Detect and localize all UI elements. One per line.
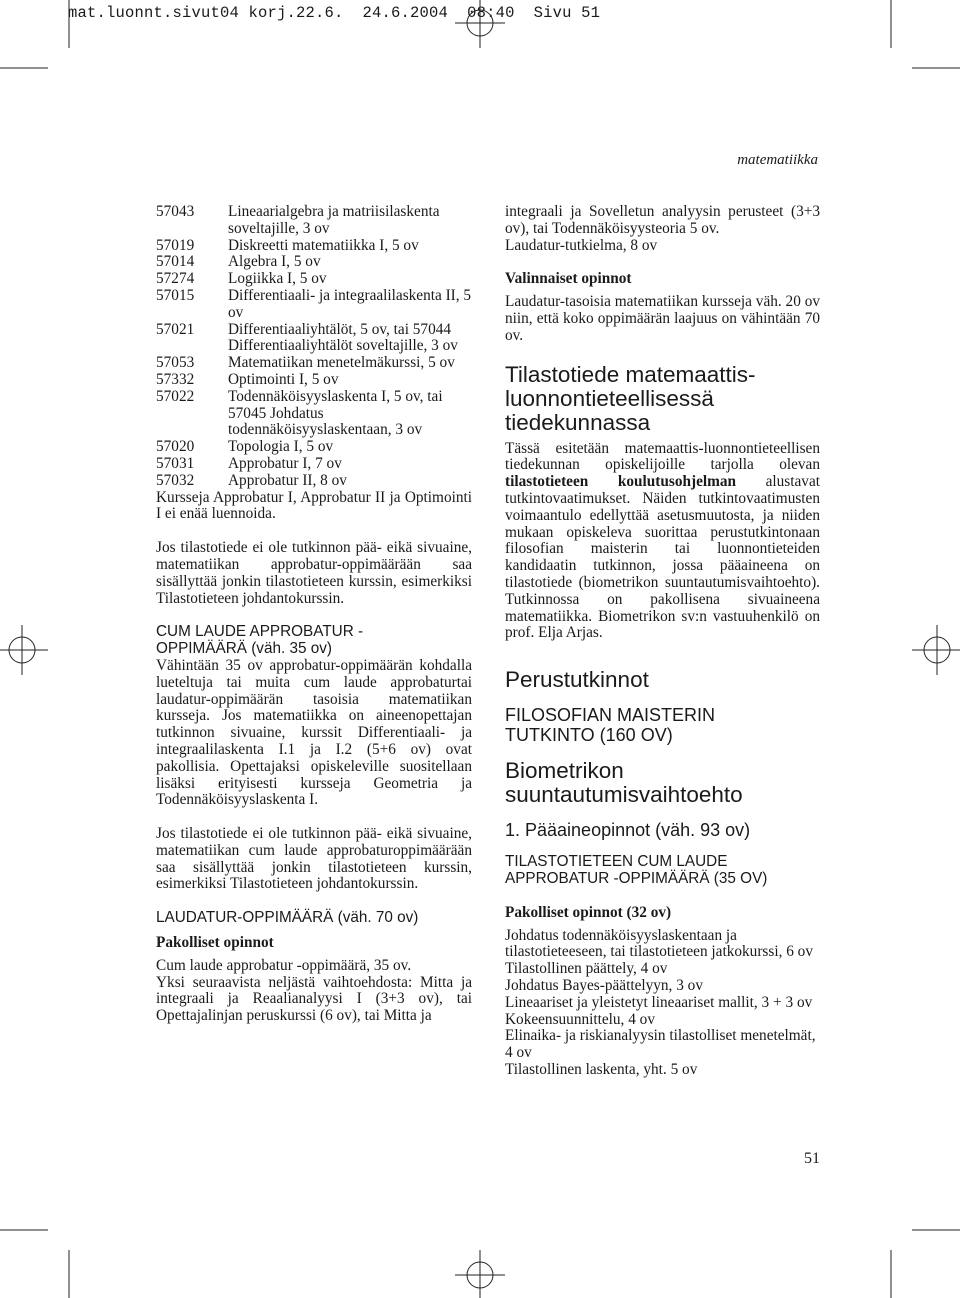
intro-text: Tässä esitetään matemaattis-luonnontieteellisen tiedekunnan opiskelijoille tarjolla olevan <box>505 439 820 474</box>
list-item: Johdatus Bayes-päättelyyn, 3 ov <box>505 976 703 994</box>
course-row <box>156 473 472 490</box>
paragraph: Yksi seuraavista neljästä vaihtoehdosta: Mitta ja integraali ja Reaalianalyysi I (3+3 ov), tai Opettajalinjan peruskurssi (6 ov), tai Mitta ja <box>156 973 472 1025</box>
course-row <box>156 439 472 456</box>
course-code: 57032 <box>156 471 195 489</box>
subheading: Pakolliset opinnot <box>156 934 274 952</box>
list-item: Kokeensuunnittelu, 4 ov <box>505 1010 655 1028</box>
course-note: Kursseja Approbatur I, Approbatur II ja Optimointi I ei enää luennoida. <box>156 488 472 523</box>
course-name: Approbatur I, 7 ov <box>228 454 342 472</box>
subheading: Pakolliset opinnot (32 ov) <box>505 903 672 921</box>
heading-line: Tilastotiede matemaattis- <box>505 361 756 387</box>
print-slug: mat.luonnt.sivut04 korj.22.6. 24.6.2004 08:40 Sivu 51 <box>68 4 601 22</box>
course-code: 57031 <box>156 454 195 472</box>
paragraph: Cum laude approbatur -oppimäärä, 35 ov. <box>156 956 412 974</box>
course-code: 57020 <box>156 438 195 456</box>
paragraph: Vähintään 35 ov approbatur-oppimäärän kohdalla lueteltuja tai muita cum laude approbaturtai laudatur-oppimäärän tasoisia matematiikan kursseja. Jos matematiikka on aineenopettajan tutkinnon sivuaine, kurssit Differentiaali- ja integraalilaskenta I.1 ja I.2 (5+6 ov) ovat pakollisia. Opettajaksi opiskeleville suositellaan lisäksi erityisesti kursseja Geometria ja Todennäköisyyslaskenta I. <box>156 656 472 809</box>
heading-line: luonnontieteellisessä <box>505 385 714 411</box>
degree-heading <box>505 705 820 745</box>
course-row <box>156 238 472 255</box>
list-item: Elinaika- ja riskianalyysin tilastolliset menetelmät, 4 ov <box>505 1027 816 1062</box>
list-item: Tilastollinen laskenta, yht. 5 ov <box>505 1060 698 1078</box>
course-name: Differentiaaliyhtälöt, 5 ov, tai 57044 Differentiaaliyhtälöt soveltajille, 3 ov <box>228 320 458 355</box>
course-code: 57022 <box>156 387 195 405</box>
section-heading: Perustutkinnot <box>505 667 649 693</box>
right-column <box>505 204 820 1079</box>
paragraph: Jos tilastotiede ei ole tutkinnon pää- eikä sivuaine, matematiikan approbatur-oppimäärään saa sisällyttää jonkin tilastotieteen kurssin, esimerkiksi Tilastotieteen johdantokurssin. <box>156 539 472 607</box>
heading-line: TUTKINTO (160 OV) <box>505 725 673 746</box>
course-row <box>156 254 472 271</box>
course-name: Todennäköisyyslaskenta I, 5 ov, tai 57045 Johdatus todennäköisyyslaskentaan, 3 ov <box>228 387 443 439</box>
heading-line: Biometrikon <box>505 758 624 784</box>
course-row <box>156 355 472 372</box>
course-row <box>156 288 472 322</box>
course-name: Lineaarialgebra ja matriisilaskenta soveltajille, 3 ov <box>228 203 440 237</box>
course-code: 57274 <box>156 270 195 288</box>
course-code: 57019 <box>156 236 195 254</box>
course-code: 57332 <box>156 370 195 388</box>
heading-line: tiedekunnassa <box>505 409 651 435</box>
course-name: Approbatur II, 8 ov <box>228 471 347 489</box>
intro-paragraph <box>505 441 820 643</box>
course-code: 57015 <box>156 286 195 304</box>
paragraph: Jos tilastotiede ei ole tutkinnon pää- eikä sivuaine, matematiikan cum laude approbaturoppimäärään saa sisällyttää jonkin tilastotieteen kurssin, esimerkiksi Tilastotieteen johdantokurssin. <box>156 825 472 893</box>
track-heading <box>505 759 820 807</box>
heading-line: suuntautumisvaihtoehto <box>505 782 743 808</box>
section-heading <box>505 854 820 888</box>
heading-line: APPROBATUR -OPPIMÄÄRÄ (35 OV) <box>505 869 768 887</box>
page-number: 51 <box>804 1150 820 1167</box>
running-header: matematiikka <box>737 152 818 168</box>
course-row <box>156 204 472 238</box>
list-item: Lineaariset ja yleistetyt lineaariset mallit, 3 + 3 ov <box>505 993 813 1011</box>
course-code: 57014 <box>156 253 195 271</box>
course-name: Matematiikan menetelmäkurssi, 5 ov <box>228 354 455 372</box>
studies-heading: 1. Pääaineopinnot (väh. 93 ov) <box>505 820 751 841</box>
course-row <box>156 271 472 288</box>
paragraph: integraali ja Sovelletun analyysin perusteet (3+3 ov), tai Todennäköisyysteoria 5 ov. <box>505 203 820 237</box>
heading-line: FILOSOFIAN MAISTERIN <box>505 705 716 726</box>
intro-text: alustavat tutkintovaatimukset. Näiden tutkintovaatimusten voimaantulo edellyttää asetusmuutosta, ja niiden mukaan opiskeleva suorittaa perustutkintonaan filosofian maisterin tai luonnontieteiden kandidaatin tutkinnon, jossa pääaineena on tilastotiede (biometrikon suuntautumisvaihtoehto). Tutkinnossa on pakollisena sivuaineena matematiikka. Biometrikon sv:n vastuuhenkilö on prof. Elja Arjas. <box>505 473 820 642</box>
course-name: Diskreetti matematiikka I, 5 ov <box>228 236 419 254</box>
course-code: 57053 <box>156 354 195 372</box>
course-name: Algebra I, 5 ov <box>228 253 321 271</box>
course-row <box>156 322 472 356</box>
list-item: Johdatus todennäköisyyslaskentaan ja tilastotieteeseen, tai tilastotieteen jatkokurssi, 6 ov <box>505 926 813 961</box>
course-name: Differentiaali- ja integraalilaskenta II, 5 ov <box>228 286 472 321</box>
course-name: Logiikka I, 5 ov <box>228 270 327 288</box>
course-name: Optimointi I, 5 ov <box>228 370 339 388</box>
list-item: Tilastollinen päättely, 4 ov <box>505 960 668 978</box>
course-row <box>156 389 472 439</box>
course-code: 57043 <box>156 203 195 220</box>
paragraph: Laudatur-tasoisia matematiikan kursseja väh. 20 ov niin, että koko oppimäärän laajuus on vähintään 70 ov. <box>505 293 820 344</box>
intro-emphasis: tilastotieteen koulutusohjelman <box>505 473 737 491</box>
course-row <box>156 456 472 473</box>
subheading: Valinnaiset opinnot <box>505 270 632 288</box>
course-list <box>505 928 820 1079</box>
section-heading: LAUDATUR-OPPIMÄÄRÄ (väh. 70 ov) <box>156 909 419 927</box>
course-name: Topologia I, 5 ov <box>228 438 334 456</box>
heading-line: CUM LAUDE APPROBATUR - <box>156 623 364 641</box>
course-row <box>156 372 472 389</box>
heading-line: OPPIMÄÄRÄ (väh. 35 ov) <box>156 640 332 658</box>
faculty-heading <box>505 363 820 435</box>
paragraph: Laudatur-tutkielma, 8 ov <box>505 236 658 254</box>
course-list <box>156 204 472 490</box>
heading-line: TILASTOTIETEEN CUM LAUDE <box>505 853 728 871</box>
left-column <box>156 204 472 1025</box>
course-code: 57021 <box>156 320 195 338</box>
section-heading <box>156 624 472 658</box>
